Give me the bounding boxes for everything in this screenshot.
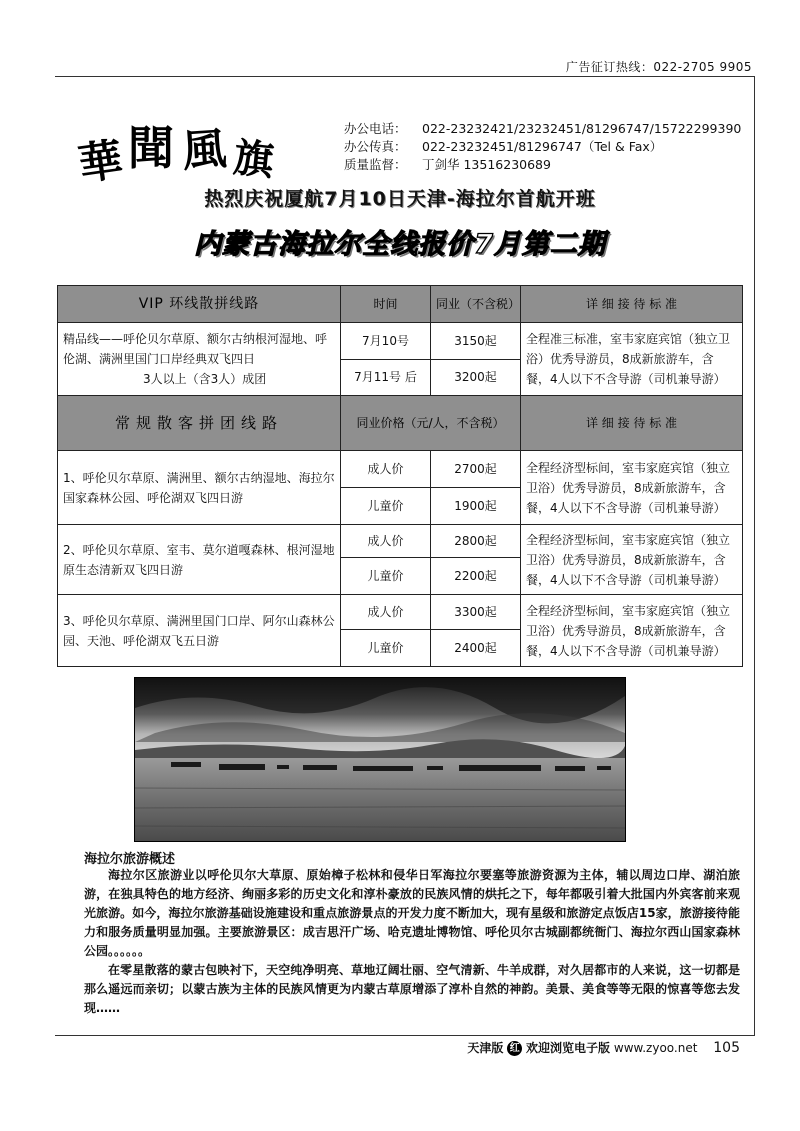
office-phone-label: 办公电话： (344, 121, 407, 136)
regular-route-2-adult-label: 成人价 (341, 525, 431, 558)
quality-contact: 丁剑华 13516230689 (422, 157, 551, 172)
regular-route-2-child-price: 2200起 (431, 558, 521, 595)
footer-edition: 天津版 (467, 1041, 504, 1055)
vip-row-1 (58, 323, 743, 360)
regular-header-price: 同业价格（元/人，不含税） (341, 396, 521, 451)
intro-body (84, 866, 740, 1018)
regular-route-2-adult-price: 2800起 (431, 525, 521, 558)
regular-route-2-name: 2、呼伦贝尔草原、室韦、莫尔道嘎森林、根河湿地原生态清新双飞四日游 (58, 525, 341, 595)
office-phone: 022-23232421/23232451/81296747/15722299390 (422, 121, 742, 136)
regular-header-title: 常规散客拼团线路 (58, 396, 341, 451)
page-number: 105 (713, 1040, 740, 1056)
red-badge-icon: 红 (507, 1041, 522, 1056)
regular-route-3-child-price: 2400起 (431, 630, 521, 667)
regular-route-3-adult (58, 595, 743, 630)
office-fax-row (344, 138, 741, 156)
regular-route-3-child-label: 儿童价 (341, 630, 431, 667)
vip-header-price: 同业（不含税） (431, 286, 521, 323)
regular-route-1-name: 1、呼伦贝尔草原、满洲里、额尔古纳湿地、海拉尔国家森林公园、呼伦湖双飞四日游 (58, 451, 341, 525)
regular-route-1-adult-label: 成人价 (341, 451, 431, 488)
logo-char-3: 風 (180, 123, 229, 178)
vip-time-2: 7月11号 后 (341, 359, 431, 396)
vip-header-title: VIP 环线散拼线路 (58, 286, 341, 323)
regular-route-2-child-label: 儿童价 (341, 558, 431, 595)
logo-char-1: 華 (75, 134, 126, 191)
regular-route-1-adult (58, 451, 743, 488)
regular-route-1-detail: 全程经济型标间，室韦家庭宾馆（独立卫浴）优秀导游员，8成新旅游车，含餐，4人以下不含导游（司机兼导游） (521, 451, 743, 525)
top-rule (55, 76, 755, 77)
grassland-photo (134, 677, 626, 842)
quality-label: 质量监督： (344, 157, 407, 172)
headline-price-list: 内蒙古海拉尔全线报价7月第二期 (194, 229, 606, 260)
vip-price-1: 3150起 (431, 323, 521, 360)
logo-char-2: 聞 (128, 121, 174, 175)
vip-header-row (58, 286, 743, 323)
vip-route: 精品线——呼伦贝尔草原、额尔古纳根河湿地、呼伦湖、满洲里国门口岸经典双飞四日 (63, 332, 328, 366)
ad-hotline: 广告征订热线：022-2705 9905 (565, 60, 752, 74)
vip-header-time: 时间 (341, 286, 431, 323)
vip-route-cell (58, 323, 341, 396)
price-table (57, 285, 743, 667)
contact-info (344, 120, 741, 174)
intro-paragraph-1: 海拉尔区旅游业以呼伦贝尔大草原、原始樟子松林和侵华日军海拉尔要塞等旅游资源为主体，辅以周边口岸、湖泊旅游，在独具特色的地方经济、绚丽多彩的历史文化和淳朴豪放的民族风情的烘托之下，每年都吸引着大批国内外宾客前来观光旅游。如今，海拉尔旅游基础设施建设和重点旅游景点的开发力度不断加大，现有星级和旅游定点饭店15家，旅游接待能力和服务质量明显加强。主要旅游景区：成吉思汗广场、哈克遗址博物馆、呼伦贝尔古城副都统衙门、海拉尔西山国家森林公园。。。。。。 (84, 868, 740, 958)
page-footer (467, 1039, 740, 1056)
vip-header-detail: 详 细 接 待 标 准 (521, 286, 743, 323)
company-logo (75, 112, 298, 191)
regular-route-3-adult-label: 成人价 (341, 595, 431, 630)
intro-title: 海拉尔旅游概述 (84, 852, 176, 867)
bottom-rule (55, 1035, 755, 1036)
right-rule (754, 76, 755, 1036)
regular-header-detail: 详 细 接 待 标 准 (521, 396, 743, 451)
office-fax: 022-23232451/81296747（Tel & Fax） (422, 139, 663, 154)
regular-route-1-adult-price: 2700起 (431, 451, 521, 488)
vip-time-1: 7月10号 (341, 323, 431, 360)
vip-price-2: 3200起 (431, 359, 521, 396)
grassland-horses-image (135, 678, 625, 841)
office-phone-row (344, 120, 741, 138)
regular-route-3-name: 3、呼伦贝尔草原、满洲里国门口岸、阿尔山森林公园、天池、呼伦湖双飞五日游 (58, 595, 341, 667)
regular-header-row (58, 396, 743, 451)
regular-route-1-child-label: 儿童价 (341, 488, 431, 525)
quality-row (344, 156, 741, 174)
footer-website-link[interactable]: www.zyoo.net (613, 1041, 698, 1055)
regular-route-3-detail: 全程经济型标间，室韦家庭宾馆（独立卫浴）优秀导游员，8成新旅游车，含餐，4人以下不含导游（司机兼导游） (521, 595, 743, 667)
vip-group-note: 3人以上（含3人）成团 (143, 372, 267, 386)
headline-flight: 热烈庆祝厦航7月10日天津-海拉尔首航开班 (204, 188, 596, 210)
regular-route-2-adult (58, 525, 743, 558)
regular-route-1-child-price: 1900起 (431, 488, 521, 525)
logo-char-4: 旗 (231, 134, 277, 185)
intro-paragraph-2: 在零星散落的蒙古包映衬下，天空纯净明亮、草地辽阔壮丽、空气清新、牛羊成群，对久居都市的人来说，这一切都是那么遥远而亲切；以蒙古族为主体的民族风情更为内蒙古草原增添了淳朴自然的神韵。美景、美食等等无限的惊喜等您去发现…… (84, 963, 740, 1015)
footer-slogan: 欢迎浏览电子版 (526, 1041, 611, 1055)
regular-route-3-adult-price: 3300起 (431, 595, 521, 630)
regular-route-2-detail: 全程经济型标间，室韦家庭宾馆（独立卫浴）优秀导游员，8成新旅游车，含餐，4人以下不含导游（司机兼导游） (521, 525, 743, 595)
vip-detail: 全程准三标准，室韦家庭宾馆（独立卫浴）优秀导游员，8成新旅游车，含餐，4人以下不含导游（司机兼导游） (521, 323, 743, 396)
office-fax-label: 办公传真： (344, 139, 407, 154)
